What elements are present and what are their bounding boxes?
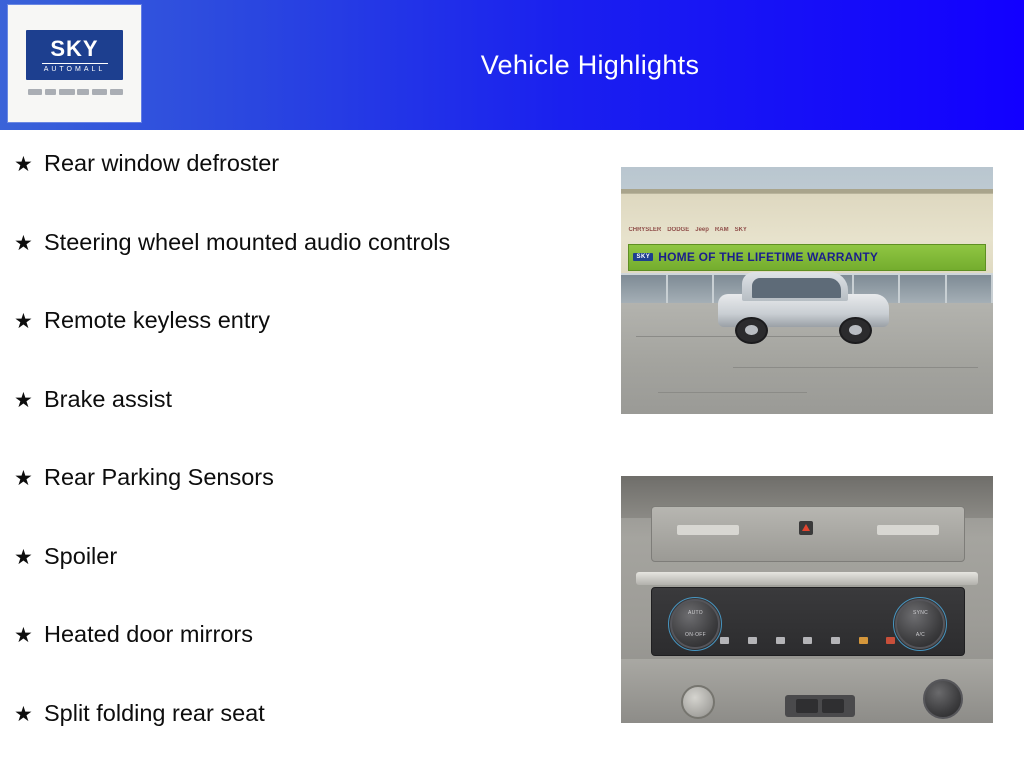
airflow-button-icon[interactable]	[803, 637, 812, 644]
center-vent-panel	[651, 506, 965, 562]
wheel-front-icon	[735, 317, 768, 345]
vehicle-interior-photo	[621, 476, 993, 723]
banner-logo-badge: SKY	[633, 253, 653, 261]
brand-chip-icon	[77, 89, 89, 95]
knob-label-auto: AUTO	[672, 610, 718, 616]
hazard-triangle-icon	[802, 524, 810, 531]
building-brand-signs	[628, 221, 985, 238]
list-item	[14, 462, 594, 541]
star-icon: ★	[14, 150, 44, 180]
knob-label-sync: SYNC	[897, 610, 943, 616]
list-item	[14, 148, 594, 227]
star-icon: ★	[14, 543, 44, 573]
feature-label: Rear Parking Sensors	[44, 462, 274, 492]
shift-knob[interactable]	[923, 679, 963, 719]
brand-sign: RAM	[715, 227, 729, 233]
logo-brand-strip	[28, 87, 123, 97]
climate-knob-left[interactable]	[670, 599, 720, 649]
window-pane	[668, 275, 715, 305]
brand-sign: SKY	[735, 227, 747, 233]
brand-sign: CHRYSLER	[628, 227, 661, 233]
feature-label: Heated door mirrors	[44, 619, 253, 649]
list-item	[14, 541, 594, 620]
list-item	[14, 227, 594, 306]
start-stop-button[interactable]	[681, 685, 715, 719]
air-vent-right-icon	[877, 525, 939, 535]
brand-chip-icon	[59, 89, 75, 95]
roofline	[621, 189, 993, 193]
climate-control-panel	[651, 587, 965, 656]
brand-chip-icon	[92, 89, 107, 95]
warranty-banner	[628, 244, 985, 271]
feature-label: Rear window defroster	[44, 148, 279, 178]
knob-ring-icon	[668, 597, 722, 651]
brand-sign: DODGE	[667, 227, 689, 233]
feature-label: Brake assist	[44, 384, 172, 414]
wheel-rear-icon	[839, 317, 872, 345]
logo-divider	[42, 63, 108, 64]
brand-chip-icon	[28, 89, 42, 95]
logo-subtitle: AUTOMALL	[44, 66, 106, 73]
feature-label: Remote keyless entry	[44, 305, 270, 335]
feature-label: Steering wheel mounted audio controls	[44, 227, 450, 257]
dealer-logo	[8, 5, 141, 122]
climate-knob-right[interactable]	[895, 599, 945, 649]
banner-text: HOME OF THE LIFETIME WARRANTY	[658, 250, 878, 264]
air-vent-left-icon	[677, 525, 739, 535]
list-item	[14, 384, 594, 463]
star-icon: ★	[14, 621, 44, 651]
star-icon: ★	[14, 307, 44, 337]
front-defroster-button-icon[interactable]	[748, 637, 757, 644]
features-list	[14, 148, 594, 776]
feature-label: Spoiler	[44, 541, 117, 571]
star-icon: ★	[14, 700, 44, 730]
climate-button-row	[720, 634, 895, 647]
car-window-glass	[752, 278, 841, 299]
pavement-crack	[733, 367, 979, 368]
brand-sign: Jeep	[695, 227, 709, 233]
window-pane	[621, 275, 668, 305]
lower-console	[621, 659, 993, 723]
logo-badge	[26, 30, 123, 80]
window-pane	[947, 275, 994, 305]
star-icon: ★	[14, 386, 44, 416]
feature-label: Split folding rear seat	[44, 698, 265, 728]
heated-seat-switches	[785, 695, 855, 717]
list-item	[14, 698, 594, 776]
rear-defroster-button-icon[interactable]	[720, 637, 729, 644]
indicator-red-icon	[886, 637, 895, 644]
knob-label-onoff: ON·OFF	[672, 632, 718, 638]
indicator-amber-icon	[859, 637, 868, 644]
knob-ring-icon	[893, 597, 947, 651]
knob-label-ac: A/C	[897, 632, 943, 638]
vehicle-exterior-photo	[621, 167, 993, 414]
heated-seat-right-button-icon[interactable]	[822, 699, 844, 713]
fan-button-icon[interactable]	[776, 637, 785, 644]
brand-chip-icon	[110, 89, 123, 95]
brand-chip-icon	[45, 89, 56, 95]
pavement-crack	[658, 392, 807, 393]
list-item	[14, 619, 594, 698]
page-title: Vehicle Highlights	[160, 0, 1020, 130]
recirculate-button-icon[interactable]	[831, 637, 840, 644]
hazard-light-button[interactable]	[799, 521, 813, 535]
slide-header	[0, 0, 1024, 130]
vehicle-silhouette	[718, 271, 889, 340]
list-item	[14, 305, 594, 384]
star-icon: ★	[14, 464, 44, 494]
window-pane	[900, 275, 947, 305]
heated-seat-left-button-icon[interactable]	[796, 699, 818, 713]
logo-name: SKY	[50, 38, 98, 60]
chrome-trim	[636, 572, 978, 584]
star-icon: ★	[14, 229, 44, 259]
